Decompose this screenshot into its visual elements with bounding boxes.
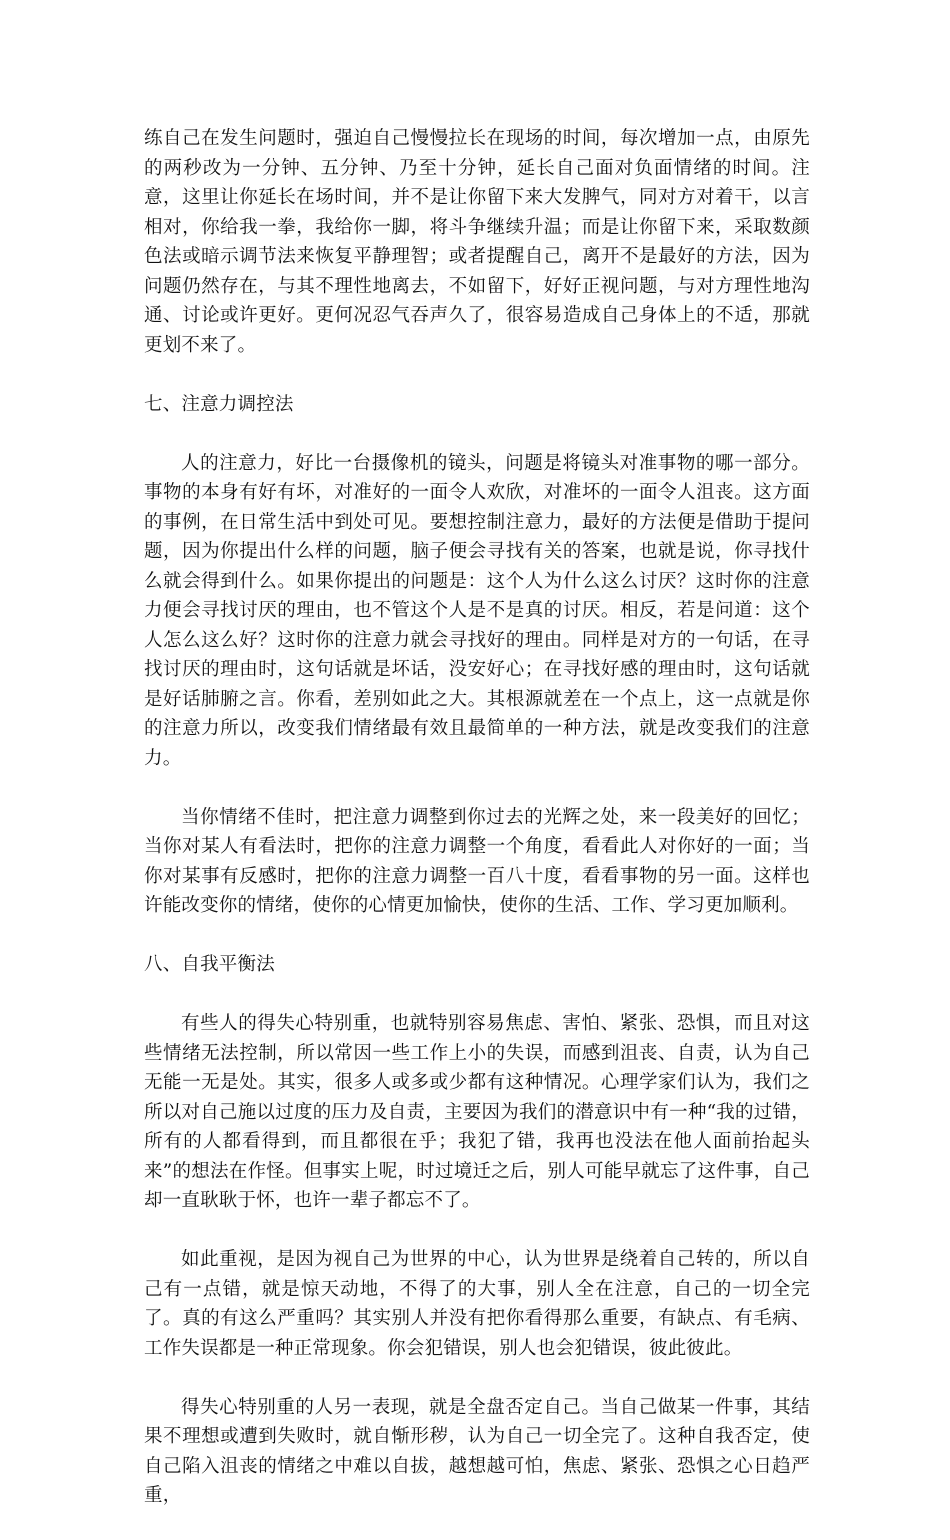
document-body — [144, 124, 810, 1540]
section-heading-7: 七、注意力调控法 — [144, 393, 294, 415]
paragraph: 如此重视，是因为视自己为世界的中心，认为世界是绕着自己转的，所以自己有一点错，就是惊天动地，不得了的大事，别人全在注意，自己的一切全完了。真的有这么严重吗？其实别人并没有把你看得那么重要，有缺点、有毛病、工作失误都是一种正常现象。你会犯错误，别人也会犯错误，彼此彼此。 — [144, 1249, 810, 1359]
paragraph: 当你情绪不佳时，把注意力调整到你过去的光辉之处，来一段美好的回忆；当你对某人有看法时，把你的注意力调整一个角度，看看此人对你好的一面；当你对某事有反感时，把你的注意力调整一百八十度，看看事物的另一面。这样也许能改变你的情绪，使你的心情更加愉快，使你的生活、工作、学习更加顺利。 — [144, 806, 810, 916]
paragraph: 有些人的得失心特别重，也就特别容易焦虑、害怕、紧张、恐惧，而且对这些情绪无法控制，所以常因一些工作上小的失误，而感到沮丧、自责，认为自己无能一无是处。其实，很多人或多或少都有这种情况。心理学家们认为，我们之所以对自己施以过度的压力及自责，主要因为我们的潜意识中有一种“我的过错，所有的人都看得到，而且都很在乎；我犯了错，我再也没法在他人面前抬起头来”的想法在作怪。但事实上呢，时过境迁之后，别人可能早就忘了这件事，自己却一直耿耿于怀，也许一辈子都忘不了。 — [144, 1013, 810, 1211]
section-heading-8: 八、自我平衡法 — [144, 954, 275, 975]
paragraph-continued: 练自己在发生问题时，强迫自己慢慢拉长在现场的时间，每次增加一点，由原先的两秒改为一分钟、五分钟、乃至十分钟，延长自己面对负面情绪的时间。注意，这里让你延长在场时间，并不是让你留下来大发脾气，同对方对着干，以言相对，你给我一拳，我给你一脚，将斗争继续升温；而是让你留下来，采取数颜色法或暗示调节法来恢复平静理智；或者提醒自己，离开不是最好的方法，因为问题仍然存在，与其不理性地离去，不如留下，好好正视问题，与对方理性地沟通、讨论或许更好。更何况忍气吞声久了，很容易造成自己身体上的不适，那就更划不来了。 — [144, 128, 810, 356]
paragraph: 得失心特别重的人另一表现，就是全盘否定自己。当自己做某一件事，其结果不理想或遭到失败时，就自惭形秽，认为自己一切全完了。这种自我否定，使自己陷入沮丧的情绪之中难以自拔，越想越可怕，焦虑、紧张、恐惧之心日趋严重， — [144, 1396, 810, 1506]
paragraph: 人的注意力，好比一台摄像机的镜头，问题是将镜头对准事物的哪一部分。事物的本身有好有坏，对准好的一面令人欢欣，对准坏的一面令人沮丧。这方面的事例，在日常生活中到处可见。要想控制注意力，最好的方法便是借助于提问题，因为你提出什么样的问题，脑子便会寻找有关的答案，也就是说，你寻找什么就会得到什么。如果你提出的问题是：这个人为什么这么讨厌？这时你的注意力便会寻找讨厌的理由，也不管这个人是不是真的讨厌。相反，若是问道：这个人怎么这么好？这时你的注意力就会寻找好的理由。同样是对方的一句话，在寻找讨厌的理由时，这句话就是坏话，没安好心；在寻找好感的理由时，这句话就是好话肺腑之言。你看，差别如此之大。其根源就差在一个点上，这一点就是你的注意力所以，改变我们情绪最有效且最简单的一种方法，就是改变我们的注意力。 — [144, 452, 810, 769]
